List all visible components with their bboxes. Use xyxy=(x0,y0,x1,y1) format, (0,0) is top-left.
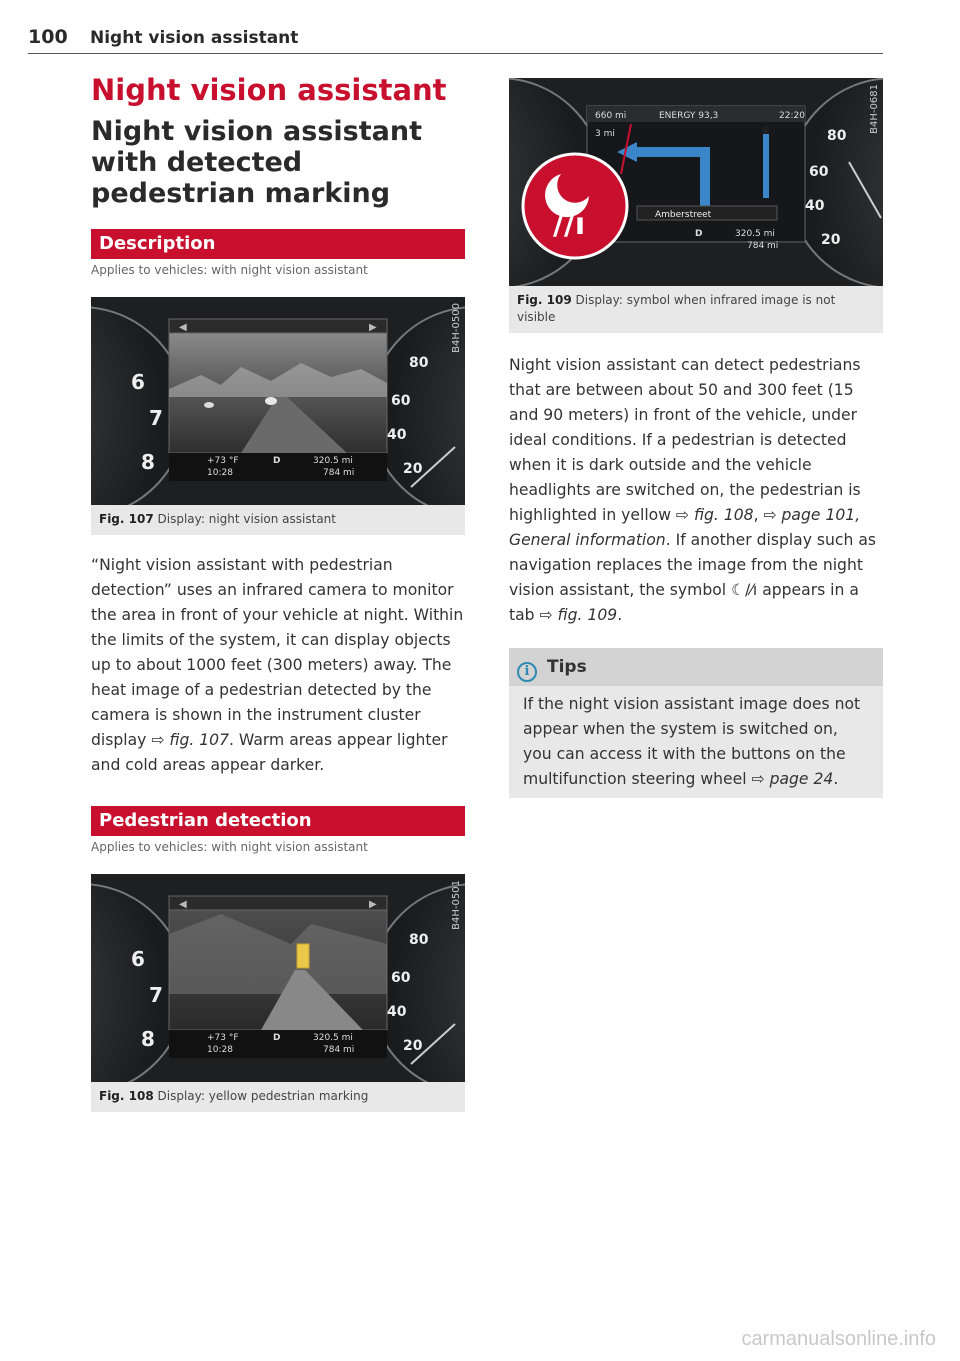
fig107-link[interactable]: ⇨ fig. 107 xyxy=(151,731,230,749)
fig109-odo: 320.5 mi xyxy=(735,229,775,239)
tips-body xyxy=(509,686,883,798)
fig109-clock: 22:20 xyxy=(779,111,805,121)
fig107-caption-label: Fig. 107 xyxy=(99,512,154,526)
fig109-gear: D xyxy=(695,229,703,239)
fig109-code: B4H-0681 xyxy=(869,84,880,134)
page101-link[interactable]: ⇨ page 101, General information xyxy=(509,506,861,549)
fig108-code: B4H-0501 xyxy=(451,880,462,930)
svg-text:◀: ◀ xyxy=(179,899,187,910)
night-vision-inline-icon: ☾∕⁄ı xyxy=(731,581,758,599)
speed-60b: 60 xyxy=(391,970,411,986)
paragraph-1-end: . Warm areas appear lighter and cold areas appear darker. xyxy=(91,731,448,774)
figure-108-image xyxy=(91,874,465,1082)
page-header xyxy=(28,24,883,54)
figure-109-image xyxy=(509,78,883,286)
fig107-caption xyxy=(91,505,465,535)
section-title: Night vision assistant with detected pedestrian marking xyxy=(91,116,423,209)
svg-text:▶: ▶ xyxy=(369,899,377,910)
speed-80: 80 xyxy=(409,355,429,371)
tach-6: 6 xyxy=(131,370,145,394)
fig107-gear: D xyxy=(273,456,281,466)
fig108-odo: 320.5 mi xyxy=(313,1033,353,1043)
fig109-dist: 3 mi xyxy=(595,129,615,139)
speed-40b: 40 xyxy=(387,1004,407,1020)
paragraph-2 xyxy=(509,353,883,628)
watermark: carmanualsonline.info xyxy=(741,1328,936,1350)
fig108-caption-text: Display: yellow pedestrian marking xyxy=(153,1089,369,1103)
tach-8b: 8 xyxy=(141,1027,155,1051)
fig107-trip: 784 mi xyxy=(323,468,355,478)
right-column xyxy=(509,78,883,798)
fig108-trip: 784 mi xyxy=(323,1045,355,1055)
paragraph-2-text-b: . If another display such as navigation replaces the image from the night vision assistant, the symbol xyxy=(509,531,877,599)
paragraph-1-text: “Night vision assistant with pedestrian detection” uses an infrared camera to monitor the area in front of your vehicle at night. Within the limits of the system, it can display objects up to about 1000 feet (300 meters) away. The heat image of a pedestrian detected by the camera is shown in the instrument cluster display xyxy=(91,556,464,749)
fig108-gear: D xyxy=(273,1033,281,1043)
tips-title: Tips xyxy=(547,657,587,677)
page-number: 100 xyxy=(28,26,68,48)
fig109-caption-text: Display: symbol when infrared image is not visible xyxy=(517,293,836,324)
tips-end: . xyxy=(833,770,839,788)
speed-80c: 80 xyxy=(827,128,847,144)
fig107-caption-text: Display: night vision assistant xyxy=(153,512,336,526)
fig108-caption xyxy=(91,1082,465,1112)
tips-box xyxy=(509,648,883,798)
fig108-link[interactable]: ⇨ fig. 108 xyxy=(675,506,754,524)
figure-107-image xyxy=(91,297,465,505)
paragraph-2-end: . xyxy=(617,606,623,624)
info-icon: i xyxy=(517,662,537,682)
fig107-code: B4H-0500 xyxy=(451,303,462,353)
tach-8: 8 xyxy=(141,450,155,474)
fig109-caption xyxy=(509,286,883,333)
speed-20c: 20 xyxy=(821,232,841,248)
speed-40c: 40 xyxy=(805,198,825,214)
fig107-odo: 320.5 mi xyxy=(313,456,353,466)
chapter-title: Night vision assistant xyxy=(91,73,447,107)
fig108-time: 10:28 xyxy=(207,1045,233,1055)
fig109-trip: 784 mi xyxy=(747,241,779,251)
paragraph-1 xyxy=(91,553,465,778)
fig107-temp: +73 °F xyxy=(207,456,239,466)
svg-text:◀: ◀ xyxy=(179,322,187,333)
page24-link[interactable]: ⇨ page 24 xyxy=(751,770,834,788)
running-title: Night vision assistant xyxy=(90,28,299,48)
left-column xyxy=(91,72,465,1112)
tach-7: 7 xyxy=(149,406,163,430)
speed-80b: 80 xyxy=(409,932,429,948)
speed-60c: 60 xyxy=(809,164,829,180)
paragraph-2-sep: , xyxy=(753,506,764,524)
tach-6b: 6 xyxy=(131,947,145,971)
fig108-temp: +73 °F xyxy=(207,1033,239,1043)
speed-20: 20 xyxy=(403,461,423,477)
pedestrian-heading: Pedestrian detection xyxy=(91,806,465,836)
speed-40: 40 xyxy=(387,427,407,443)
paragraph-2-text-c: appears in a tab xyxy=(509,581,859,624)
fig109-street: Amberstreet xyxy=(655,210,712,220)
fig107-time: 10:28 xyxy=(207,468,233,478)
fig108-caption-label: Fig. 108 xyxy=(99,1089,154,1103)
description-heading: Description xyxy=(91,229,465,259)
description-applies: Applies to vehicles: with night vision assistant xyxy=(91,263,368,277)
svg-text:∕∕ı: ∕∕ı xyxy=(553,207,586,242)
fig109-range: 660 mi xyxy=(595,111,627,121)
speed-60: 60 xyxy=(391,393,411,409)
pedestrian-applies: Applies to vehicles: with night vision assistant xyxy=(91,840,368,854)
tips-header xyxy=(509,648,883,686)
paragraph-2-text-a: Night vision assistant can detect pedestrians that are between about 50 and 300 feet (15 and 90 meters) in front of the vehicle, under ideal conditions. If a pedestrian is detected when it is dark outside and the vehicle headlights are switched on, the pedestrian is highlighted in yellow xyxy=(509,356,861,524)
speed-20b: 20 xyxy=(403,1038,423,1054)
tips-text: If the night vision assistant image does not appear when the system is switched on, you can access it with the buttons on the multifunction steering wheel xyxy=(523,695,861,788)
fig109-link[interactable]: ⇨ fig. 109 xyxy=(539,606,618,624)
fig109-caption-label: Fig. 109 xyxy=(517,293,572,307)
fig109-radio: ENERGY 93,3 xyxy=(659,111,719,121)
svg-text:▶: ▶ xyxy=(369,322,377,333)
tach-7b: 7 xyxy=(149,983,163,1007)
